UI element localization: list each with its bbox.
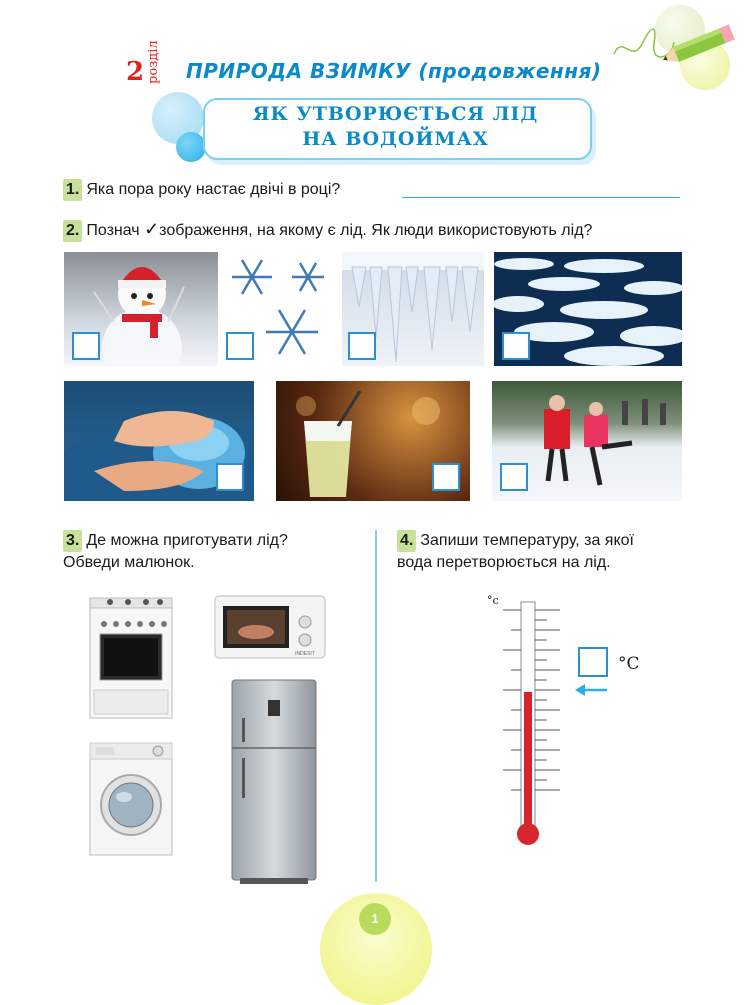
ice-skaters-photo [492, 381, 682, 501]
thermometer-icon [495, 598, 565, 850]
washing-machine-icon[interactable] [86, 741, 176, 859]
icicles-photo [342, 252, 484, 366]
task-text: зображення, на якому є лід. Як люди використовують лід? [159, 222, 593, 239]
task-number: 4. [397, 530, 416, 552]
lesson-title [203, 102, 588, 152]
task-text: Обведи малюнок. [63, 554, 195, 571]
celsius-label: °C [618, 654, 640, 674]
task-3 [63, 530, 363, 574]
iced-drink-photo [276, 381, 470, 501]
snowman-photo [64, 252, 218, 366]
gas-stove-icon[interactable] [86, 596, 176, 722]
task-1 [63, 179, 340, 201]
task-2 [63, 218, 592, 242]
task-4 [397, 530, 697, 574]
task-number: 3. [63, 530, 82, 552]
lesson-title-line1: ЯК УТВОРЮЄТЬСЯ ЛІД [252, 103, 539, 125]
checkbox[interactable] [72, 332, 100, 360]
column-divider [375, 530, 377, 882]
ice-pack-photo [64, 381, 254, 501]
brand-label: INDESIT [295, 651, 315, 657]
checkbox[interactable] [216, 463, 244, 491]
lesson-title-line2: НА ВОДОЙМАХ [302, 128, 489, 150]
checkbox[interactable] [348, 332, 376, 360]
checkbox[interactable] [432, 463, 460, 491]
ice-floes-photo [494, 252, 682, 366]
task-text: Де можна приготувати лід? [86, 532, 288, 549]
task-number: 2. [63, 220, 82, 242]
temperature-answer-box[interactable] [578, 647, 608, 677]
task-text: Познач [86, 222, 140, 239]
answer-line[interactable] [402, 196, 680, 198]
microwave-icon[interactable] [213, 594, 327, 662]
section-title: ПРИРОДА ВЗИМКУ (продовження) [186, 59, 602, 83]
chapter-number: 2 [126, 57, 145, 87]
checkbox[interactable] [226, 332, 254, 360]
task-text: вода перетворюється на лід. [397, 554, 611, 571]
arrow-left-icon [575, 684, 609, 696]
thermometer-unit: °c [487, 594, 499, 607]
checkbox[interactable] [500, 463, 528, 491]
checkmark-icon: ✓ [144, 219, 160, 239]
task-text: Запиши температуру, за якої [420, 532, 634, 549]
snowflakes-photo [222, 252, 334, 366]
pencil-icon [612, 14, 740, 74]
task-number: 1. [63, 179, 82, 201]
decor-circle [176, 132, 206, 162]
task-text: Яка пора року настає двічі в році? [86, 181, 341, 198]
chapter-label: розділ [146, 40, 161, 84]
refrigerator-icon[interactable] [230, 678, 318, 886]
checkbox[interactable] [502, 332, 530, 360]
page-number: 1 [359, 903, 391, 935]
